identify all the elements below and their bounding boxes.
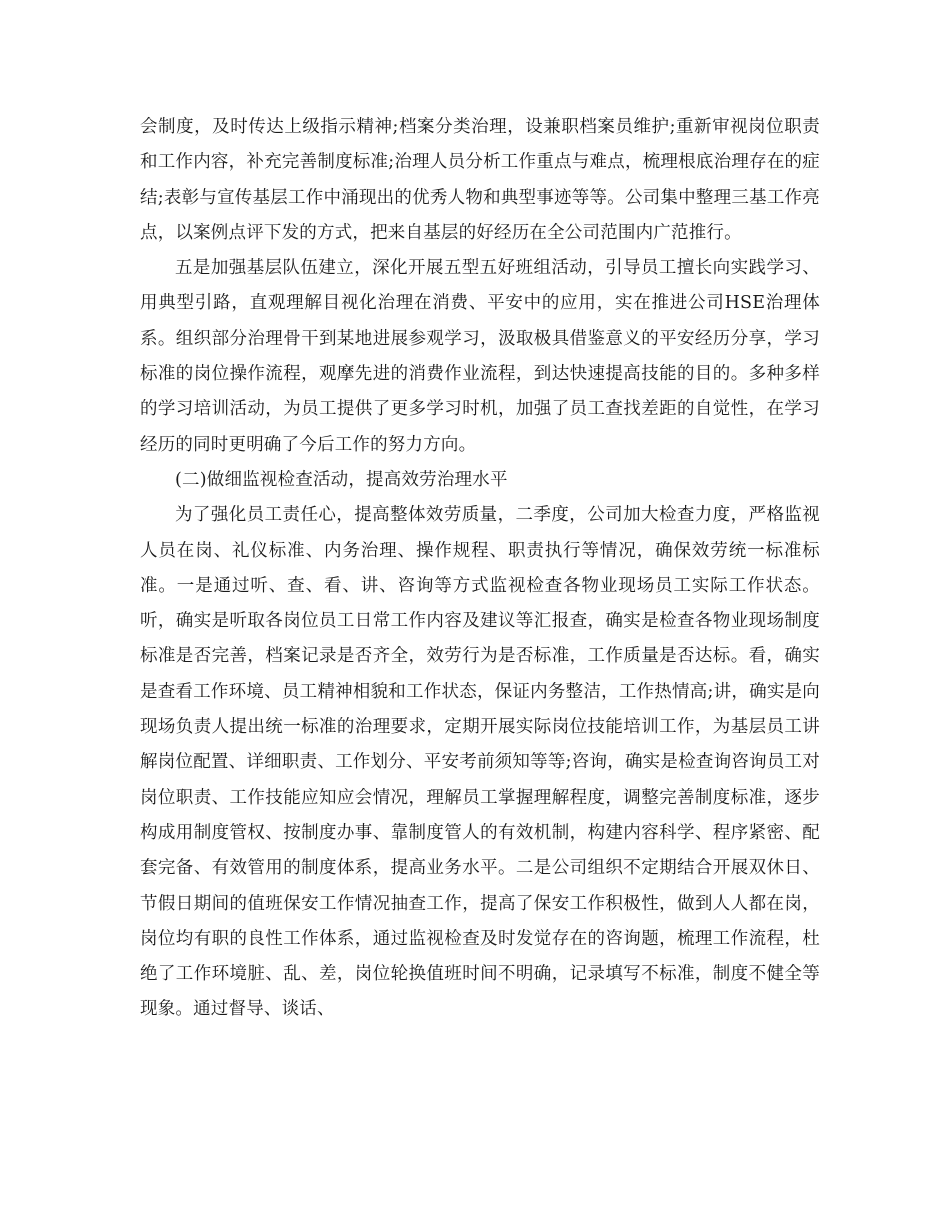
document-page bbox=[140, 110, 820, 1028]
section-heading-supervision: (二)做细监视检查活动，提高效劳治理水平 bbox=[175, 469, 508, 490]
paragraph-meeting-system: 会制度，及时传达上级指示精神;档案分类治理，设兼职档案员维护;重新审视岗位职责和工作内容，补充完善制度标准;治理人员分析工作重点与难点，梳理根底治理存在的症结;表彰与宣传基层工作中涌现出的优秀人物和典型事迹等等。公司集中整理三基工作亮点，以案例点评下发的方式，把来自基层的好经历在全公司范围内广范推行。 bbox=[140, 117, 820, 243]
paragraph-team-building: 五是加强基层队伍建立，深化开展五型五好班组活动，引导员工擅长向实践学习、用典型引路，直观理解目视化治理在消费、平安中的应用，实在推进公司HSE治理体系。组织部分治理骨干到某地进展参观学习，汲取极具借鉴意义的平安经历分享，学习标准的岗位操作流程，观摩先进的消费作业流程，到达快速提高技能的目的。多种多样的学习培训活动，为员工提供了更多学习时机，加强了员工查找差距的自觉性，在学习经历的同时更明确了今后工作的努力方向。 bbox=[140, 258, 820, 455]
paragraph-inspection: 为了强化员工责任心，提高整体效劳质量，二季度，公司加大检查力度，严格监视人员在岗、礼仪标准、内务治理、操作规程、职责执行等情况，确保效劳统一标准标准。一是通过听、查、看、讲、咨询等方式监视检查各物业现场员工实际工作状态。听，确实是听取各岗位员工日常工作内容及建议等汇报查，确实是检查各物业现场制度标准是否完善，档案记录是否齐全，效劳行为是否标准，工作质量是否达标。看，确实是查看工作环境、员工精神相貌和工作状态，保证内务整洁，工作热情高;讲，确实是向现场负责人提出统一标准的治理要求，定期开展实际岗位技能培训工作，为基层员工讲解岗位配置、详细职责、工作划分、平安考前须知等等;咨询，确实是检查询咨询员工对岗位职责、工作技能应知应会情况，理解员工掌握理解程度，调整完善制度标准，逐步构成用制度管权、按制度办事、靠制度管人的有效机制，构建内容科学、程序紧密、配套完备、有效管用的制度体系，提高业务水平。二是公司组织不定期结合开展双休日、节假日期间的值班保安工作情况抽查工作，提高了保安工作积极性，做到人人都在岗，岗位均有职的良性工作体系，通过监视检查及时发觉存在的咨询题，梳理工作流程，杜绝了工作环境脏、乱、差，岗位轮换值班时间不明确，记录填写不标准，制度不健全等现象。通过督导、谈话、 bbox=[140, 505, 820, 1020]
